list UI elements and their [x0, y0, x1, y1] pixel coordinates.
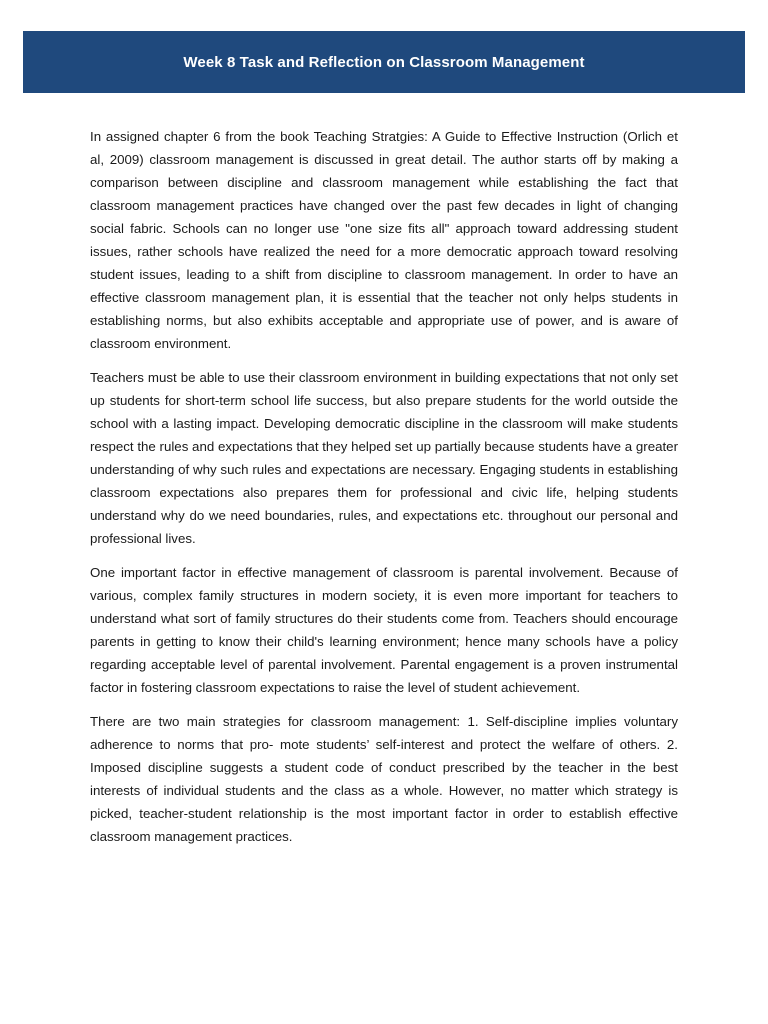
page-title: Week 8 Task and Reflection on Classroom Management — [183, 53, 585, 71]
document-body — [90, 125, 678, 859]
title-banner — [23, 31, 745, 93]
paragraph: One important factor in effective management of classroom is parental involvement. Because of various, complex family structures in modern society, it is even more important for teachers to understand what sort of family structures do their students come from. Teachers should encourage parents in getting to know their child's learning environment; hence many schools have a policy regarding acceptable level of parental involvement. Parental engagement is a proven instrumental factor in fostering classroom expectations to raise the level of student achievement. — [90, 565, 678, 695]
paragraph: In assigned chapter 6 from the book Teaching Stratgies: A Guide to Effective Instruction (Orlich et al, 2009) classroom management is discussed in great detail. The author starts off by making a comparison between discipline and classroom management while establishing the fact that classroom management practices have changed over the past few decades in light of changing social fabric. Schools can no longer use "one size fits all" approach toward addressing student issues, rather schools have realized the need for a more democratic approach toward resolving student issues, leading to a shift from discipline to classroom management. In order to have an effective classroom management plan, it is essential that the teacher not only helps students in establishing norms, but also exhibits acceptable and appropriate use of power, and is aware of classroom environment. — [90, 129, 678, 351]
paragraph: Teachers must be able to use their classroom environment in building expectations that not only set up students for short-term school life success, but also prepare students for the world outside the school with a lasting impact. Developing democratic discipline in the classroom will make students respect the rules and expectations that they helped set up partially because students have a greater understanding of why such rules and expectations are necessary. Engaging students in establishing classroom expectations also prepares them for professional and civic life, helping students understand why do we need boundaries, rules, and expectations etc. throughout our personal and professional lives. — [90, 370, 678, 546]
paragraph: There are two main strategies for classroom management: 1. Self-discipline implies voluntary adherence to norms that pro- mote students’ self-interest and protect the welfare of others. 2. Imposed discipline suggests a student code of conduct prescribed by the teacher in the best interests of individual students and the class as a whole. However, no matter which strategy is picked, teacher-student relationship is the most important factor in order to establish effective classroom management practices. — [90, 714, 678, 844]
